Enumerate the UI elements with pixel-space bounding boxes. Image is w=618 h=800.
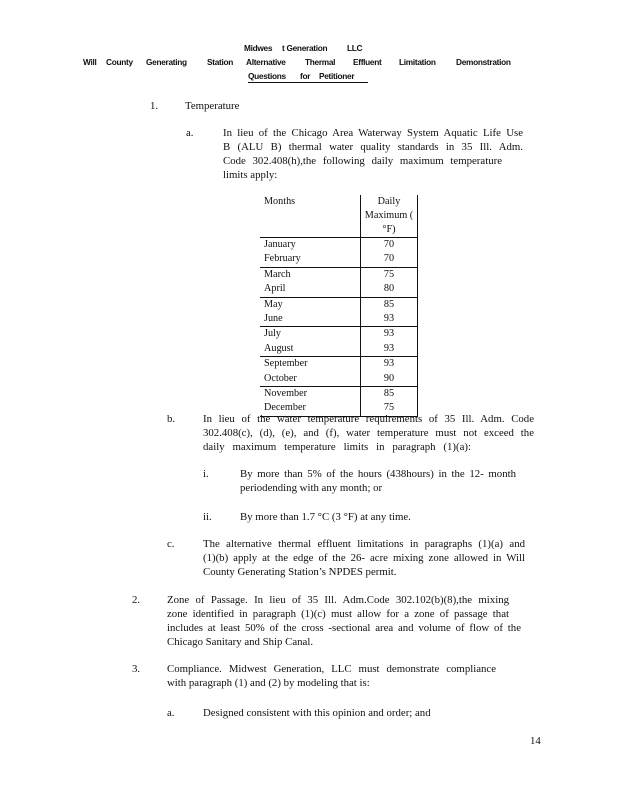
header-word: Alternative bbox=[246, 57, 286, 67]
table-row bbox=[260, 342, 418, 357]
paragraph-line: In lieu of the Chicago Area Waterway System Aquatic Life Use bbox=[223, 127, 523, 139]
header-word: for bbox=[300, 71, 311, 81]
table-header-row bbox=[260, 195, 418, 238]
paragraph-line: zone identified in paragraph (1)(c) must allow for a zone of passage that bbox=[167, 608, 509, 620]
month-cell: July bbox=[260, 327, 361, 342]
month-cell: December bbox=[260, 401, 361, 416]
header-word: Midwes bbox=[244, 43, 273, 53]
table-row bbox=[260, 297, 418, 312]
table-row bbox=[260, 372, 418, 387]
month-cell: October bbox=[264, 372, 297, 384]
paragraph-line: limits apply: bbox=[223, 169, 278, 181]
table-row bbox=[260, 312, 418, 327]
temperature-cell: 93 bbox=[361, 327, 418, 342]
paragraph-line: County Generating Station’s NPDES permit. bbox=[203, 566, 397, 578]
temperature-cell: 85 bbox=[361, 297, 418, 312]
subsection-label: a. bbox=[167, 707, 175, 719]
column-header-line: Maximum ( °F) bbox=[364, 210, 414, 235]
temperature-cell: 90 bbox=[361, 372, 418, 387]
paragraph-line: Chicago Sanitary and Ship Canal. bbox=[167, 636, 314, 648]
month-cell: June bbox=[264, 313, 283, 325]
month-cell: May bbox=[260, 297, 361, 312]
column-header-months: Months bbox=[264, 196, 296, 207]
temperature-cell: 85 bbox=[361, 387, 418, 402]
temperature-cell: 93 bbox=[361, 342, 418, 357]
header-word: Petitioner bbox=[319, 71, 355, 81]
header-word: Limitation bbox=[399, 57, 436, 67]
month-cell: March bbox=[260, 267, 361, 282]
table-body bbox=[260, 238, 418, 417]
table-row bbox=[260, 238, 418, 253]
paragraph-line: Code 302.408(h),the following daily maximum temperature bbox=[223, 155, 502, 167]
paragraph-line: Compliance. Midwest Generation, LLC must demonstrate compliance bbox=[167, 663, 496, 675]
subsection-label: a. bbox=[186, 127, 194, 139]
subsection-label: b. bbox=[167, 413, 176, 425]
paragraph-line: By more than 1.7 °C (3 °F) at any time. bbox=[240, 511, 411, 523]
header-underline bbox=[248, 82, 368, 83]
header-word: Station bbox=[207, 57, 234, 67]
header-word: County bbox=[106, 57, 133, 67]
month-cell: February bbox=[264, 253, 301, 265]
item-label: i. bbox=[203, 468, 209, 480]
column-header-daily-max bbox=[361, 195, 418, 238]
subsection-label: c. bbox=[167, 538, 175, 550]
header-word: Generating bbox=[146, 57, 187, 67]
month-cell: August bbox=[264, 342, 294, 354]
temperature-cell: 80 bbox=[361, 282, 418, 297]
header-word: Effluent bbox=[353, 57, 382, 67]
column-header-line: Daily bbox=[377, 196, 401, 207]
month-cell: November bbox=[260, 387, 361, 402]
month-cell: September bbox=[260, 357, 361, 372]
header-word: t Generation bbox=[282, 43, 328, 53]
paragraph-line: B (ALU B) thermal water quality standards in 35 Ill. Adm. bbox=[223, 141, 523, 153]
table-row bbox=[260, 387, 418, 402]
table-row bbox=[260, 327, 418, 342]
paragraph-line: periodending with any month; or bbox=[240, 482, 383, 494]
section-title: Temperature bbox=[185, 100, 240, 112]
temperature-cell: 75 bbox=[361, 401, 418, 416]
paragraph-line: Designed consistent with this opinion and order; and bbox=[203, 707, 431, 719]
page-number: 14 bbox=[530, 735, 541, 747]
temperature-cell: 93 bbox=[361, 357, 418, 372]
section-number: 2. bbox=[132, 594, 141, 606]
paragraph-line: includes at least 50% of the cross -sectional area and volume of flow of the bbox=[167, 622, 521, 634]
table-row bbox=[260, 282, 418, 297]
temperature-cell: 93 bbox=[361, 312, 418, 327]
paragraph-line: daily maximum temperature limits in paragraph (1)(a): bbox=[203, 441, 471, 453]
item-label: ii. bbox=[203, 511, 212, 523]
section-number: 3. bbox=[132, 663, 141, 675]
paragraph-line: Zone of Passage. In lieu of 35 Ill. Adm.Code 302.102(b)(8),the mixing bbox=[167, 594, 509, 606]
temperature-limits-table bbox=[260, 195, 418, 417]
header-word: Will bbox=[83, 57, 97, 67]
section-number: 1. bbox=[150, 100, 159, 112]
header-word: LLC bbox=[347, 43, 363, 53]
paragraph-line: 302.408(c), (d), (e), and (f), water temperature must not exceed the bbox=[203, 427, 534, 439]
header-word: Thermal bbox=[305, 57, 336, 67]
table-row bbox=[260, 252, 418, 267]
header-word: Demonstration bbox=[456, 57, 511, 67]
paragraph-line: The alternative thermal effluent limitations in paragraphs (1)(a) and bbox=[203, 538, 525, 550]
temperature-cell: 70 bbox=[361, 252, 418, 267]
table-row bbox=[260, 267, 418, 282]
month-cell: April bbox=[264, 283, 286, 295]
temperature-cell: 75 bbox=[361, 267, 418, 282]
paragraph-line: By more than 5% of the hours (438hours) in the 12- month bbox=[240, 468, 516, 480]
header-word: Questions bbox=[248, 71, 286, 81]
paragraph-line: (1)(b) apply at the edge of the 26- acre mixing zone allowed in Will bbox=[203, 552, 525, 564]
temperature-cell: 70 bbox=[361, 238, 418, 253]
table-row bbox=[260, 357, 418, 372]
paragraph-line: with paragraph (1) and (2) by modeling that is: bbox=[167, 677, 370, 689]
month-cell: January bbox=[260, 238, 361, 253]
paragraph-line: In lieu of the water temperature requirements of 35 Ill. Adm. Code bbox=[203, 413, 534, 425]
